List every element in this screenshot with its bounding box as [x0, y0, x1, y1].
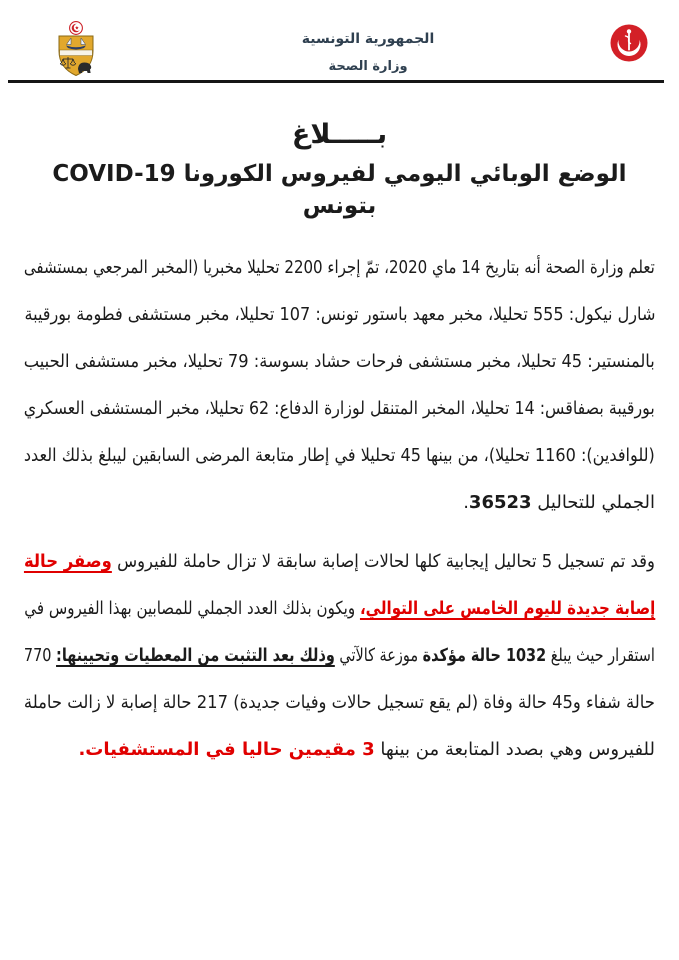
paragraph-cases — [24, 538, 655, 773]
tunisia-coat-of-arms-icon — [55, 20, 97, 78]
ministry-health-logo-icon — [610, 24, 648, 62]
text-line: بورقيبة بصفاقس: 14 تحليلا، المخبر المتنقل لوزارة الدفاع: 62 تحليلا، مخبر المستشفى العسكري — [24, 398, 655, 419]
header-ministry: وزارة الصحة — [328, 59, 408, 74]
text-line: إصابة جديدة لليوم الخامس على التوالي، ويكون بذلك العدد الجملي للمصابين بهذا الفيروس في — [24, 598, 655, 619]
text-line: تعلم وزارة الصحة أنه بتاريخ 14 ماي 2020، تمّ إجراء 2200 تحليلا مخبريا (المخبر المرجعي بمستشفى — [24, 257, 655, 278]
confirmed-cases-value: 1032 حالة مؤكدة — [422, 645, 547, 666]
fifth-day-highlight: إصابة جديدة لليوم الخامس على التوالي، — [359, 598, 655, 619]
zero-new-cases-highlight: وصفر حالة — [24, 551, 112, 572]
bulletin-body — [24, 118, 655, 773]
hospitalized-highlight: 3 مقيمين حاليا في المستشفيات. — [78, 739, 375, 760]
text-line: حالة شفاء و45 حالة وفاة (لم يقع تسجيل حالات وفيات جديدة) 217 حالة إصابة لا زالت حاملة — [24, 692, 655, 713]
text-line: للفيروس وهي بصدد المتابعة من بينها 3 مقيمين حاليا في المستشفيات. — [78, 739, 655, 760]
paragraph-lab-tests — [24, 244, 655, 526]
bulletin-subtitle: الوضع الوبائي اليومي لفيروس الكورونا COVID-19 بتونس — [52, 161, 627, 219]
text-line: (للوافدين): 1160 تحليلا)، من بينها 45 تحليلا في إطار متابعة المرضى السابقين ليبلغ بذلك العدد — [24, 445, 655, 466]
header-divider — [8, 80, 664, 83]
text-line: وقد تم تسجيل 5 تحاليل إيجابية كلها لحالات إصابة سابقة لا تزال حاملة للفيروس وصفر حالة — [24, 551, 655, 572]
text-line: بالمنستير: 45 تحليلا، مخبر مستشفى فرحات حشاد بسوسة: 79 تحليلا، مخبر مستشفى الحبيب — [24, 351, 655, 372]
text-line: الجملي للتحاليل 36523. — [463, 492, 655, 513]
header-titles — [302, 28, 435, 78]
text-line: شارل نيكول: 555 تحليلا، مخبر معهد باستور تونس: 107 تحليلا، مخبر مستشفى فطومة بورقيبة — [24, 304, 655, 325]
text-line: استقرار حيث يبلغ 1032 حالة مؤكدة موزعة كالآتي وذلك بعد التثبت من المعطيات وتحيينها: 770 — [24, 645, 655, 666]
total-tests-value: 36523 — [468, 492, 532, 513]
header-republic: الجمهورية التونسية — [301, 31, 435, 47]
data-verification-highlight: وذلك بعد التثبت من المعطيات وتحيينها: — [56, 645, 335, 666]
bulletin-title: بـــــلاغ — [291, 119, 388, 150]
